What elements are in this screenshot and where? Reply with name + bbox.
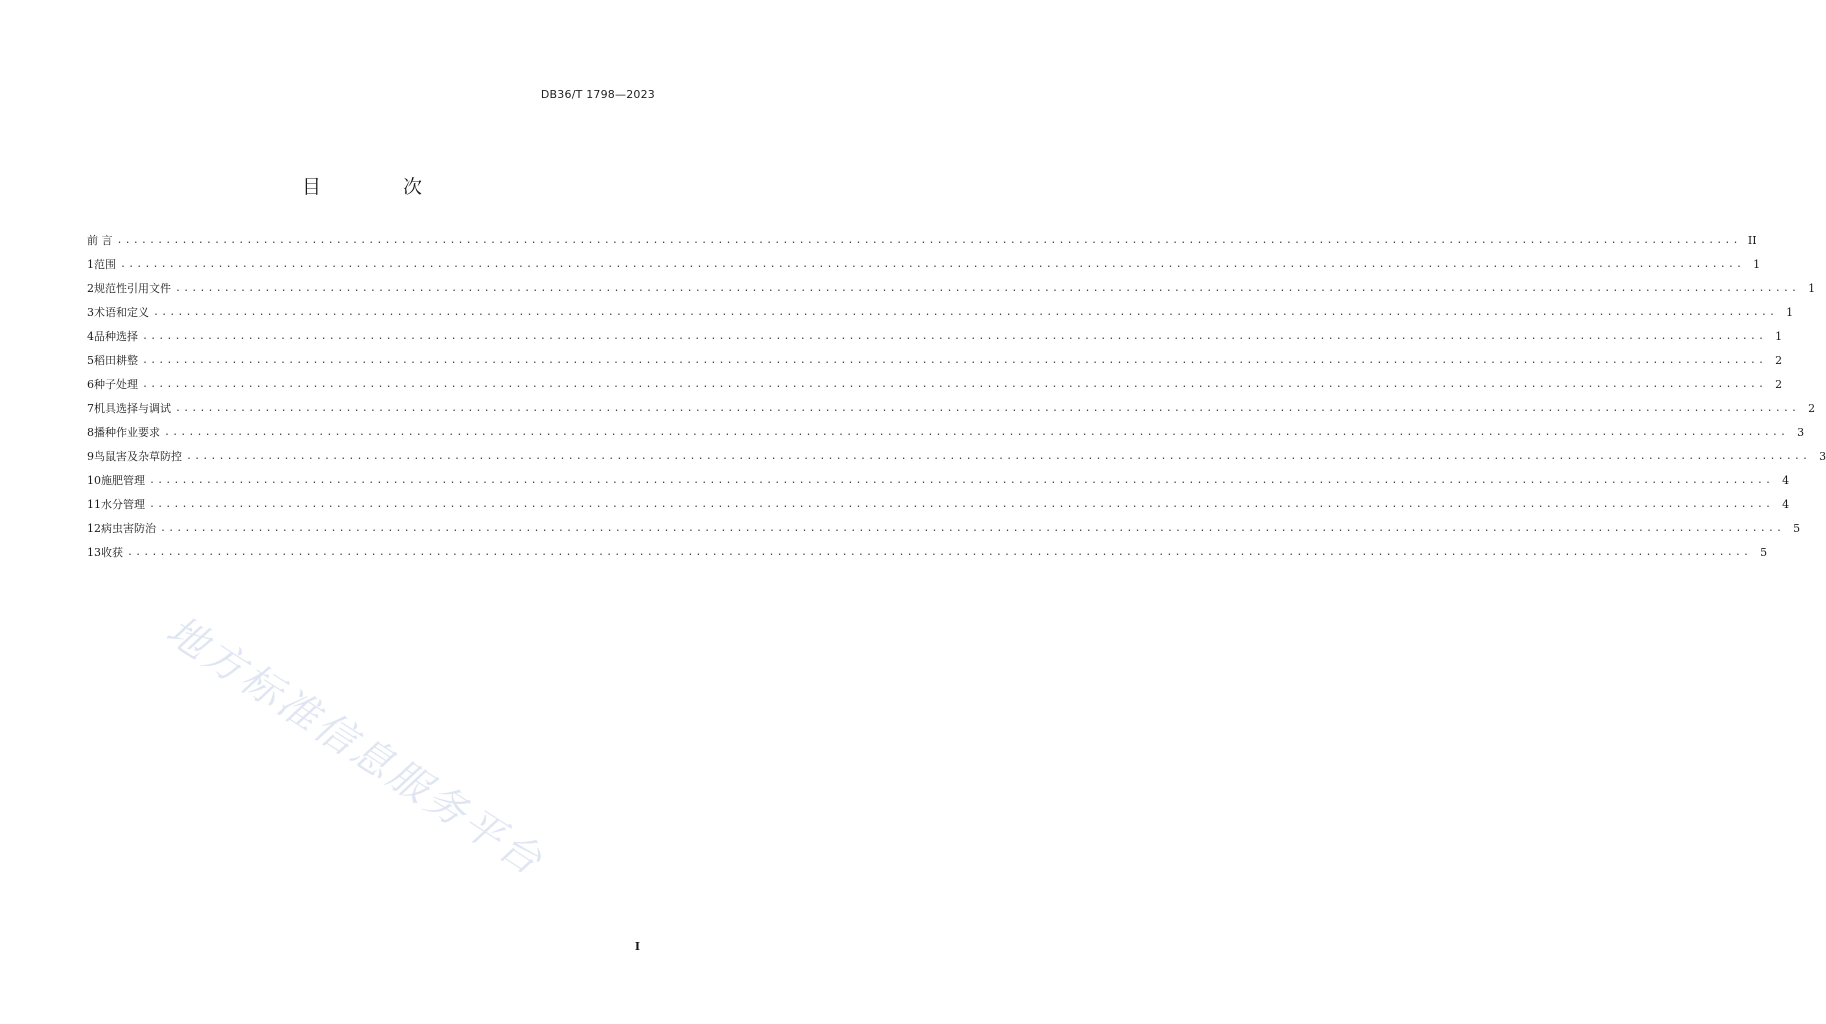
toc-entry-label: 前 言 [87,234,113,247]
toc-entry-page: 1 [1775,330,1783,343]
toc-dot-leader: ........................................................................................................................................................................................................ [120,259,1745,270]
toc-entry-page: 2 [1775,378,1783,391]
toc-entry-label: 播种作业要求 [94,426,160,439]
toc-entry-number: 8 [87,426,94,439]
toc-dot-leader: ........................................................................................................................................................................................................ [142,355,1767,366]
toc-entry-page: 4 [1782,498,1790,511]
toc-entry[interactable] [87,253,1761,277]
toc-dot-leader: ........................................................................................................................................................................................................ [175,403,1800,414]
toc-entry[interactable] [87,277,1816,301]
toc-entry-page: 3 [1819,450,1826,463]
toc-entry[interactable] [87,325,1783,349]
toc-entry-number: 13 [87,546,101,559]
toc-entry[interactable] [87,541,1768,565]
toc-dot-leader: ........................................................................................................................................................................................................ [149,499,1774,510]
toc-dot-leader: ........................................................................................................................................................................................................ [164,427,1789,438]
toc-entry-page: 2 [1775,354,1783,367]
toc-entry-number: 4 [87,330,94,343]
toc-entry-number: 2 [87,282,94,295]
toc-entry-page: 4 [1782,474,1790,487]
toc-entry-label: 水分管理 [101,498,145,511]
toc-entry-label: 病虫害防治 [101,522,156,535]
toc-dot-leader: ........................................................................................................................................................................................................ [142,379,1767,390]
toc-entry-label: 鸟鼠害及杂草防控 [94,450,182,463]
document-code: DB36/T 1798—2023 [540,88,655,101]
toc-dot-leader: ........................................................................................................................................................................................................ [175,283,1800,294]
toc-entry-label: 施肥管理 [101,474,145,487]
toc-entry-page: 1 [1808,282,1816,295]
toc-entry-page: 2 [1808,402,1816,415]
toc-entry-label: 稻田耕整 [94,354,138,367]
toc-entry[interactable] [87,517,1801,541]
toc-entry-number: 12 [87,522,101,535]
toc-entry[interactable] [87,373,1783,397]
toc-entry-label: 种子处理 [94,378,138,391]
toc-entry[interactable] [87,469,1790,493]
toc-entry-page: 5 [1760,546,1768,559]
toc-entry-number: 9 [87,450,94,463]
toc-entry[interactable] [87,301,1794,325]
toc-entry-number: 7 [87,402,94,415]
toc-entry-number: 6 [87,378,94,391]
toc-entry-number: 10 [87,474,101,487]
toc-entry-page: 5 [1793,522,1801,535]
toc-entry-page: 1 [1753,258,1761,271]
toc-dot-leader: ........................................................................................................................................................................................................ [127,547,1752,558]
page-number: I [634,940,640,953]
toc-dot-leader: ........................................................................................................................................................................................................ [160,523,1785,534]
toc-entry[interactable] [87,445,1826,469]
toc-entry-label: 收获 [101,546,123,559]
toc-dot-leader: ........................................................................................................................................................................................................ [142,331,1767,342]
toc-entry[interactable] [87,349,1783,373]
toc-entry-label: 范围 [94,258,116,271]
toc-entry-number: 11 [87,498,101,511]
toc-entry-number: 1 [87,258,94,271]
watermark: 地方标准信息服务平台 [158,607,553,886]
toc-dot-leader: ........................................................................................................................................................................................................ [186,451,1811,462]
toc-entry-label: 规范性引用文件 [94,282,171,295]
toc-entry-page: 3 [1797,426,1805,439]
toc-entry-number: 3 [87,306,94,319]
table-of-contents [87,229,1826,565]
toc-entry-label: 机具选择与调试 [94,402,171,415]
toc-dot-leader: ........................................................................................................................................................................................................ [149,475,1774,486]
toc-entry[interactable] [87,421,1805,445]
toc-dot-leader: ........................................................................................................................................................................................................ [116,235,1741,246]
toc-dot-leader: ........................................................................................................................................................................................................ [153,307,1778,318]
toc-entry-number: 5 [87,354,94,367]
toc-entry[interactable] [87,397,1816,421]
toc-entry-page: 1 [1786,306,1794,319]
toc-entry[interactable] [87,493,1790,517]
toc-title: 目 次 [301,176,461,198]
toc-entry-label: 术语和定义 [94,306,149,319]
toc-entry-page: II [1747,234,1757,247]
toc-entry[interactable] [87,229,1757,253]
toc-entry-label: 品种选择 [94,330,138,343]
